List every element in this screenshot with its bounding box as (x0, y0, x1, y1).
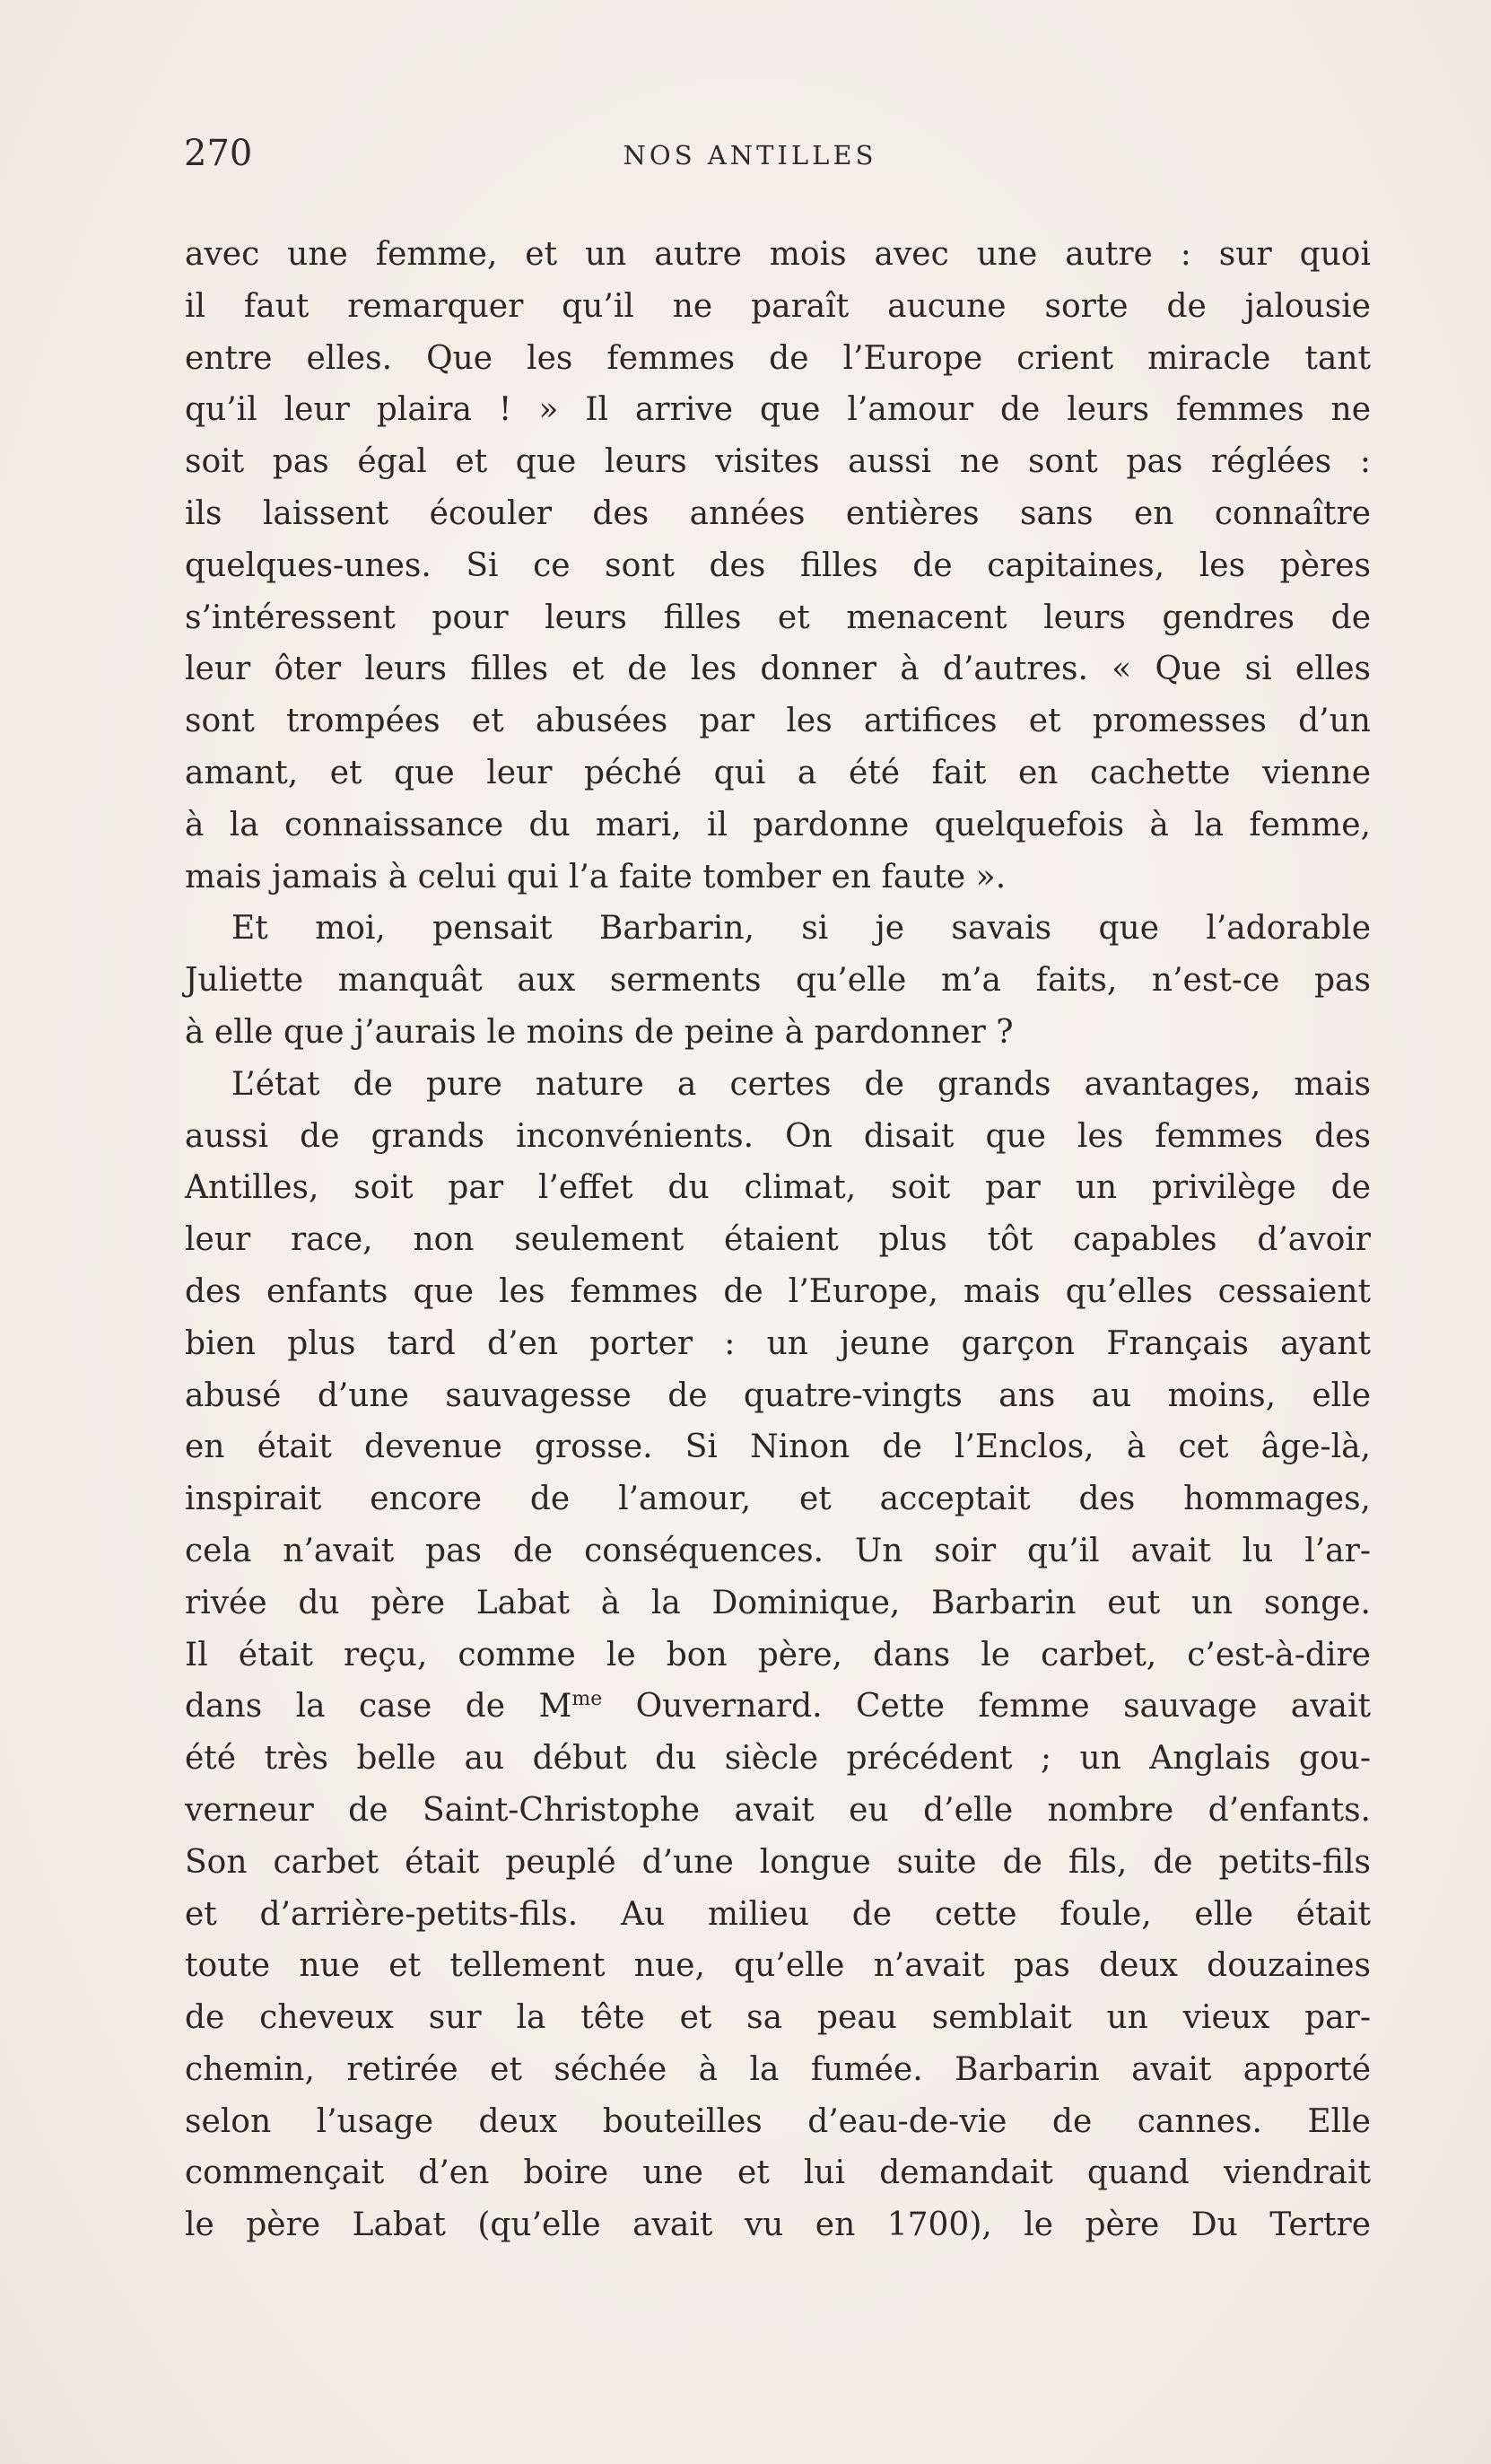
page-number: 270 (184, 133, 253, 174)
text-line: Et moi, pensait Barbarin, si je savais que l’adorable (231, 910, 1371, 948)
text-line: Son carbet était peuplé d’une longue suite de fils, de petits-fils (185, 1843, 1371, 1881)
text-line: en était devenue grosse. Si Ninon de l’Enclos, à cet âge-là, (185, 1429, 1371, 1466)
text-line: abusé d’une sauvagesse de quatre-vingts ans au moins, elle (185, 1376, 1371, 1414)
text-line: leur ôter leurs filles et de les donner à d’autres. « Que si elles (185, 651, 1371, 688)
text-line: quelques-unes. Si ce sont des filles de capitaines, les pères (185, 546, 1371, 584)
text-line: le père Labat (qu’elle avait vu en 1700), le père Du Tertre (185, 2206, 1371, 2244)
text-line: avec une femme, et un autre mois avec une autre : sur quoi (185, 236, 1371, 273)
text-line: L’état de pure nature a certes de grands avantages, mais (231, 1065, 1371, 1103)
text-line: Juliette manquât aux serments qu’elle m’a faits, n’est-ce pas (185, 962, 1371, 1000)
text-line: selon l’usage deux bouteilles d’eau-de-vie de cannes. Elle (185, 2102, 1371, 2140)
text-line: il faut remarquer qu’il ne paraît aucune sorte de jalousie (185, 287, 1371, 325)
text-line: aussi de grands inconvénients. On disait que les femmes des (185, 1117, 1371, 1155)
text-line: chemin, retirée et séchée à la fumée. Barbarin avait apporté (185, 2050, 1371, 2088)
text-line: inspirait encore de l’amour, et acceptait des hommages, (185, 1481, 1371, 1518)
text-line: entre elles. Que les femmes de l’Europe crient miracle tant (185, 339, 1371, 377)
text-line: de cheveux sur la tête et sa peau semblait un vieux par- (185, 1999, 1371, 2037)
text-line: rivée du père Labat à la Dominique, Barbarin eut un songe. (185, 1584, 1371, 1621)
text-line: cela n’avait pas de conséquences. Un soir qu’il avait lu l’ar- (185, 1532, 1371, 1569)
text-line: à elle que j’aurais le moins de peine à pardonner ? (185, 1013, 1014, 1051)
text-line: à la connaissance du mari, il pardonne quelquefois à la femme, (185, 806, 1371, 843)
text-line: Il était reçu, comme le bon père, dans le carbet, c’est-à-dire (185, 1636, 1371, 1673)
text-line: mais jamais à celui qui l’a faite tomber en faute ». (185, 858, 1007, 896)
text-line: soit pas égal et que leurs visites aussi ne sont pas réglées : (185, 443, 1371, 481)
running-title: NOS ANTILLES (623, 140, 877, 170)
body-text (185, 229, 1371, 2251)
text-line: été très belle au début du siècle précédent ; un Anglais gou- (185, 1740, 1371, 1778)
text-line: s’intéressent pour leurs filles et menacent leurs gendres de (185, 599, 1371, 636)
text-line: des enfants que les femmes de l’Europe, mais qu’elles cessaient (185, 1272, 1371, 1310)
text-line: sont trompées et abusées par les artifices et promesses d’un (185, 703, 1371, 740)
text-line: qu’il leur plaira ! » Il arrive que l’amour de leurs femmes ne (185, 391, 1371, 429)
text-line: dans la case de $M^{me}$ Ouvernard. Cette femme sauvage avait (185, 1688, 1371, 1726)
text-line: commençait d’en boire une et lui demandait quand viendrait (185, 2154, 1371, 2192)
text-line: verneur de Saint-Christophe avait eu d’elle nombre d’enfants. (185, 1791, 1371, 1829)
text-line: Antilles, soit par l’effet du climat, soit par un privilège de (185, 1169, 1371, 1207)
text-line: et d’arrière-petits-fils. Au milieu de cette foule, elle était (185, 1895, 1371, 1933)
text-line: toute nue et tellement nue, qu’elle n’avait pas deux douzaines (185, 1947, 1371, 1985)
text-line: ils laissent écouler des années entières sans en connaître (185, 494, 1371, 532)
text-line: amant, et que leur péché qui a été fait en cachette vienne (185, 754, 1371, 791)
text-line: leur race, non seulement étaient plus tôt capables d’avoir (185, 1221, 1371, 1259)
text-line: bien plus tard d’en porter : un jeune garçon Français ayant (185, 1324, 1371, 1362)
